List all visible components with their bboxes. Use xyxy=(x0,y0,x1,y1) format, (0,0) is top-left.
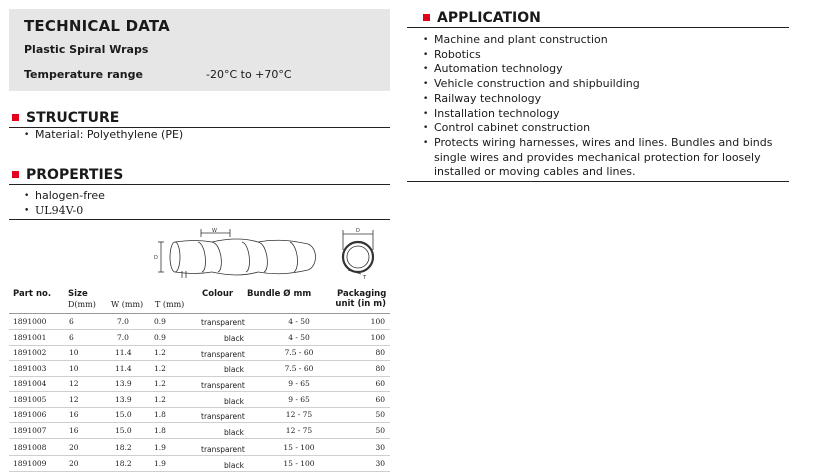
bundle-cell: 12 - 75 xyxy=(285,426,313,435)
part-no-cell: 1891009 xyxy=(13,459,47,468)
col-d-header: D(mm) xyxy=(68,300,96,309)
d-cell: 12 xyxy=(69,395,79,404)
colour-cell: transparent xyxy=(201,350,245,359)
colour-cell: black xyxy=(224,428,244,437)
colour-cell: black xyxy=(224,397,244,406)
red-square-icon xyxy=(423,14,430,21)
part-no-cell: 1891003 xyxy=(13,364,47,373)
divider xyxy=(407,27,789,28)
d-cell: 6 xyxy=(69,317,74,326)
structure-title: STRUCTURE xyxy=(26,110,120,126)
t-cell: 0.9 xyxy=(154,317,166,326)
bundle-cell: 9 - 65 xyxy=(288,379,310,388)
structure-heading xyxy=(12,110,119,126)
colour-cell: transparent xyxy=(201,445,245,454)
w-cell: 7.0 xyxy=(117,333,129,342)
t-cell: 1.9 xyxy=(154,443,166,452)
spiral-wrap-diagram xyxy=(150,224,330,280)
d-cell: 20 xyxy=(69,443,79,452)
application-heading xyxy=(423,10,541,26)
t-cell: 1.2 xyxy=(154,379,166,388)
colour-cell: black xyxy=(224,461,244,470)
table-row xyxy=(9,392,390,408)
pack-cell: 50 xyxy=(375,426,385,435)
part-no-cell: 1891001 xyxy=(13,333,47,342)
bundle-cell: 4 - 50 xyxy=(288,317,310,326)
technical-data-title: TECHNICAL DATA xyxy=(24,17,170,35)
table-row xyxy=(9,456,390,472)
list-item: • Material: Polyethylene (PE) xyxy=(23,128,183,143)
part-no-cell: 1891004 xyxy=(13,379,47,388)
table-row xyxy=(9,376,390,392)
application-list xyxy=(422,33,792,180)
t-cell: 1.2 xyxy=(154,364,166,373)
d-cell: 16 xyxy=(69,426,79,435)
cross-section-diagram xyxy=(334,226,382,284)
temperature-label: Temperature range xyxy=(24,68,143,81)
table-row xyxy=(9,361,390,377)
col-colour-header: Colour xyxy=(202,289,234,299)
d-cell: 10 xyxy=(69,364,79,373)
colour-cell: transparent xyxy=(201,381,245,390)
part-no-cell: 1891007 xyxy=(13,426,47,435)
application-title: APPLICATION xyxy=(437,10,541,26)
pack-cell: 100 xyxy=(370,317,385,326)
part-no-cell: 1891005 xyxy=(13,395,47,404)
pack-cell: 80 xyxy=(375,348,385,357)
list-item: • Robotics xyxy=(422,48,792,63)
structure-list xyxy=(23,128,183,143)
bundle-cell: 7.5 - 60 xyxy=(284,348,314,357)
pack-cell: 100 xyxy=(370,333,385,342)
bundle-cell: 15 - 100 xyxy=(283,443,315,452)
col-size-header: Size xyxy=(68,289,88,299)
w-cell: 18.2 xyxy=(115,459,132,468)
properties-list xyxy=(23,189,105,218)
pack-cell: 30 xyxy=(375,459,385,468)
d-cell: 12 xyxy=(69,379,79,388)
table-row xyxy=(9,345,390,361)
red-square-icon xyxy=(12,171,19,178)
colour-cell: black xyxy=(224,365,244,374)
bundle-cell: 7.5 - 60 xyxy=(284,364,314,373)
product-subtitle: Plastic Spiral Wraps xyxy=(24,43,149,56)
table-row xyxy=(9,330,390,346)
list-item: • halogen-free xyxy=(23,189,105,204)
colour-cell: transparent xyxy=(201,318,245,327)
bundle-cell: 15 - 100 xyxy=(283,459,315,468)
w-cell: 13.9 xyxy=(115,395,132,404)
t-cell: 1.8 xyxy=(154,426,166,435)
d-cell: 20 xyxy=(69,459,79,468)
d-cell: 10 xyxy=(69,348,79,357)
table-row xyxy=(9,314,390,330)
w-cell: 13.9 xyxy=(115,379,132,388)
pack-cell: 80 xyxy=(375,364,385,373)
table-row xyxy=(9,423,390,439)
d-cell: 6 xyxy=(69,333,74,342)
part-no-cell: 1891000 xyxy=(13,317,47,326)
col-packaging-header-2: unit (in m) xyxy=(335,299,386,309)
properties-heading xyxy=(12,167,123,183)
col-bundle-header: Bundle Ø mm xyxy=(247,289,312,299)
list-item: • Vehicle construction and shipbuilding xyxy=(422,77,792,92)
list-item: • UL94V-0 xyxy=(23,204,105,219)
t-cell: 1.2 xyxy=(154,395,166,404)
w-cell: 15.0 xyxy=(115,410,132,419)
list-item: • Machine and plant construction xyxy=(422,33,792,48)
thickness-label: T xyxy=(363,275,367,281)
t-cell: 1.9 xyxy=(154,459,166,468)
list-item: • Protects wiring harnesses, wires and lines. Bundles and binds single wires and provides mechanical protection for loosely installed or moving cables and lines. xyxy=(422,136,792,180)
t-cell: 0.9 xyxy=(154,333,166,342)
bundle-cell: 4 - 50 xyxy=(288,333,310,342)
table-row xyxy=(9,440,390,456)
list-item: • Automation technology xyxy=(422,62,792,77)
pack-cell: 50 xyxy=(375,410,385,419)
divider xyxy=(407,181,789,182)
diameter-label: D xyxy=(154,255,158,261)
colour-cell: black xyxy=(224,334,244,343)
bundle-cell: 12 - 75 xyxy=(285,410,313,419)
divider xyxy=(9,184,390,185)
col-t-header: T (mm) xyxy=(155,300,185,309)
pack-cell: 30 xyxy=(375,443,385,452)
d-cell: 16 xyxy=(69,410,79,419)
list-item: • Installation technology xyxy=(422,107,792,122)
part-no-cell: 1891002 xyxy=(13,348,47,357)
temperature-value: -20°C to +70°C xyxy=(206,68,292,81)
w-cell: 7.0 xyxy=(117,317,129,326)
w-cell: 11.4 xyxy=(115,348,132,357)
part-no-cell: 1891006 xyxy=(13,410,47,419)
pack-cell: 60 xyxy=(375,379,385,388)
red-square-icon xyxy=(12,114,19,121)
col-w-header: W (mm) xyxy=(111,300,144,309)
t-cell: 1.8 xyxy=(154,410,166,419)
list-item: • Control cabinet construction xyxy=(422,121,792,136)
table-row xyxy=(9,407,390,423)
diameter-end-label: D xyxy=(356,228,360,234)
bundle-cell: 9 - 65 xyxy=(288,395,310,404)
w-cell: 15.0 xyxy=(115,426,132,435)
pack-cell: 60 xyxy=(375,395,385,404)
list-item: • Railway technology xyxy=(422,92,792,107)
divider xyxy=(9,219,390,220)
col-packaging-header-1: Packaging xyxy=(337,289,387,299)
colour-cell: transparent xyxy=(201,412,245,421)
part-no-cell: 1891008 xyxy=(13,443,47,452)
t-cell: 1.2 xyxy=(154,348,166,357)
w-cell: 11.4 xyxy=(115,364,132,373)
col-part-no-header: Part no. xyxy=(13,289,52,299)
w-cell: 18.2 xyxy=(115,443,132,452)
technical-data-panel xyxy=(9,9,390,91)
properties-title: PROPERTIES xyxy=(26,167,124,183)
width-label: W xyxy=(212,228,217,234)
